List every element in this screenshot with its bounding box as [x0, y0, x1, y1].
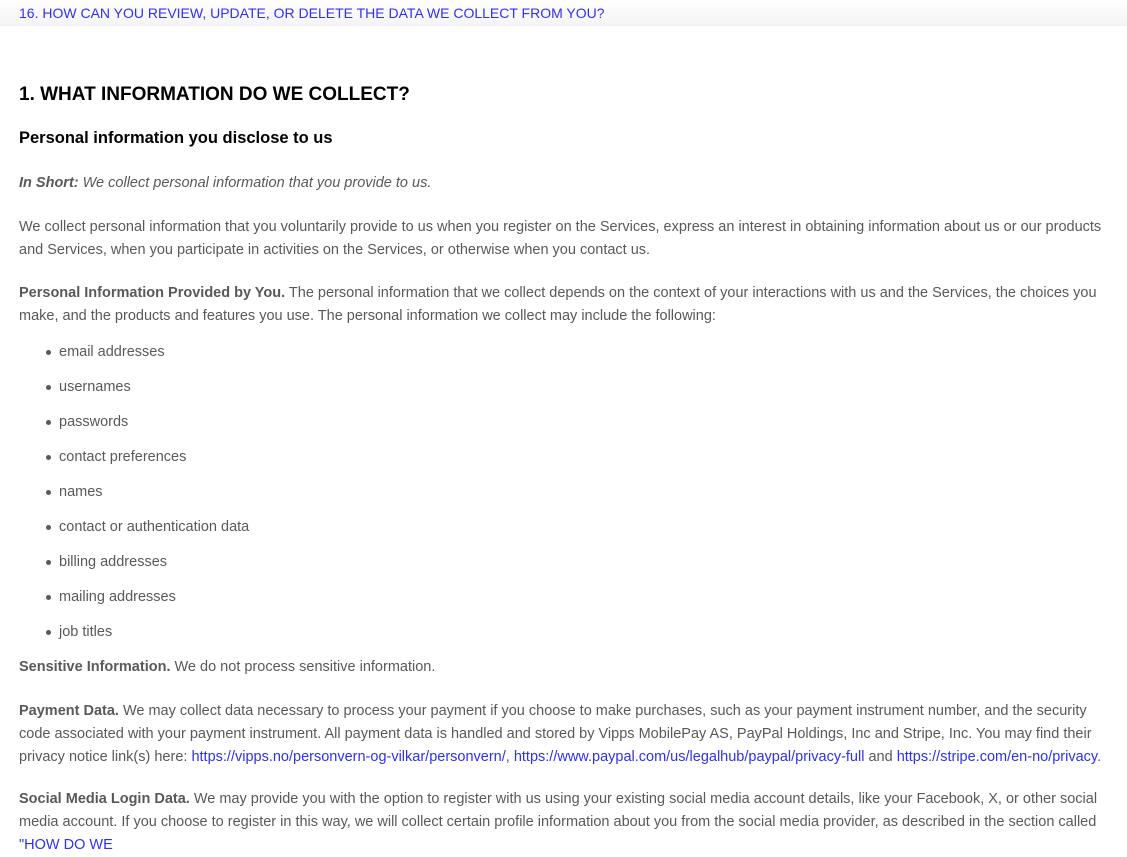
list-item: usernames — [0, 376, 249, 411]
list-item: mailing addresses — [0, 586, 249, 621]
in-short-text: We collect personal information that you provide to us. — [78, 175, 432, 191]
payment-separator: and — [864, 749, 897, 765]
sensitive-text: We do not process sensitive information. — [170, 659, 436, 675]
collected-info-list — [0, 341, 249, 656]
list-item: job titles — [0, 621, 249, 656]
payment-separator: , — [505, 749, 514, 765]
toc-bar — [0, 0, 1127, 26]
toc-link-16[interactable]: 16. HOW CAN YOU REVIEW, UPDATE, OR DELETE THE DATA WE COLLECT FROM YOU? — [19, 5, 605, 21]
sensitive-paragraph — [19, 656, 1114, 679]
payment-text: We may collect data necessary to process your payment if you choose to make purchases, such as your payment instrument number, and the security code associated with your payment instrument. All payment data is handled and stored by Vipps MobilePay AS, PayPal Holdings, Inc and Stripe, Inc. You may find their privacy notice link(s) here: — [19, 703, 1092, 765]
paypal-privacy-link[interactable]: https://www.paypal.com/us/legalhub/paypal/privacy-full — [513, 749, 865, 765]
section-heading: 1. WHAT INFORMATION DO WE COLLECT? — [19, 84, 410, 105]
list-item: billing addresses — [0, 551, 249, 586]
list-item: email addresses — [0, 341, 249, 376]
in-short-paragraph — [19, 172, 1114, 195]
social-login-text: We may provide you with the option to register with us using your existing social media account details, like your Facebook, X, or other social media account. If you choose to register in this way, we will collect certain profile information about you from the social media provider, as described in the section called — [19, 791, 1098, 830]
vipps-privacy-link[interactable]: https://vipps.no/personvern-og-vilkar/personvern/ — [191, 749, 506, 765]
list-item: contact or authentication data — [0, 516, 249, 551]
sensitive-label: Sensitive Information. — [19, 659, 171, 675]
provided-label: Personal Information Provided by You. — [19, 285, 286, 301]
how-do-we-link[interactable]: "HOW DO WE — [19, 837, 113, 853]
social-login-label: Social Media Login Data. — [19, 791, 190, 807]
provided-text: The personal information that we collect depends on the context of your interactions with us and the Services, the choices you make, and the products and features you use. The personal information we collect may include the following: — [19, 285, 1097, 324]
list-item: names — [0, 481, 249, 516]
section-subheading: Personal information you disclose to us — [19, 129, 333, 147]
in-short-label: In Short: — [19, 175, 79, 191]
stripe-privacy-link[interactable]: https://stripe.com/en-no/privacy — [896, 749, 1098, 765]
provided-paragraph — [19, 282, 1114, 328]
intro-text: We collect personal information that you voluntarily provide to us when you register on the Services, express an interest in obtaining information about us or our products and Services, when you participate in activities on the Services, or otherwise when you contact us. — [19, 219, 1102, 258]
social-login-paragraph — [19, 788, 1114, 857]
list-item: passwords — [0, 411, 249, 446]
intro-paragraph — [19, 216, 1114, 262]
list-item: contact preferences — [0, 446, 249, 481]
payment-paragraph — [19, 700, 1114, 769]
payment-end: . — [1097, 749, 1102, 765]
payment-label: Payment Data. — [19, 703, 119, 719]
